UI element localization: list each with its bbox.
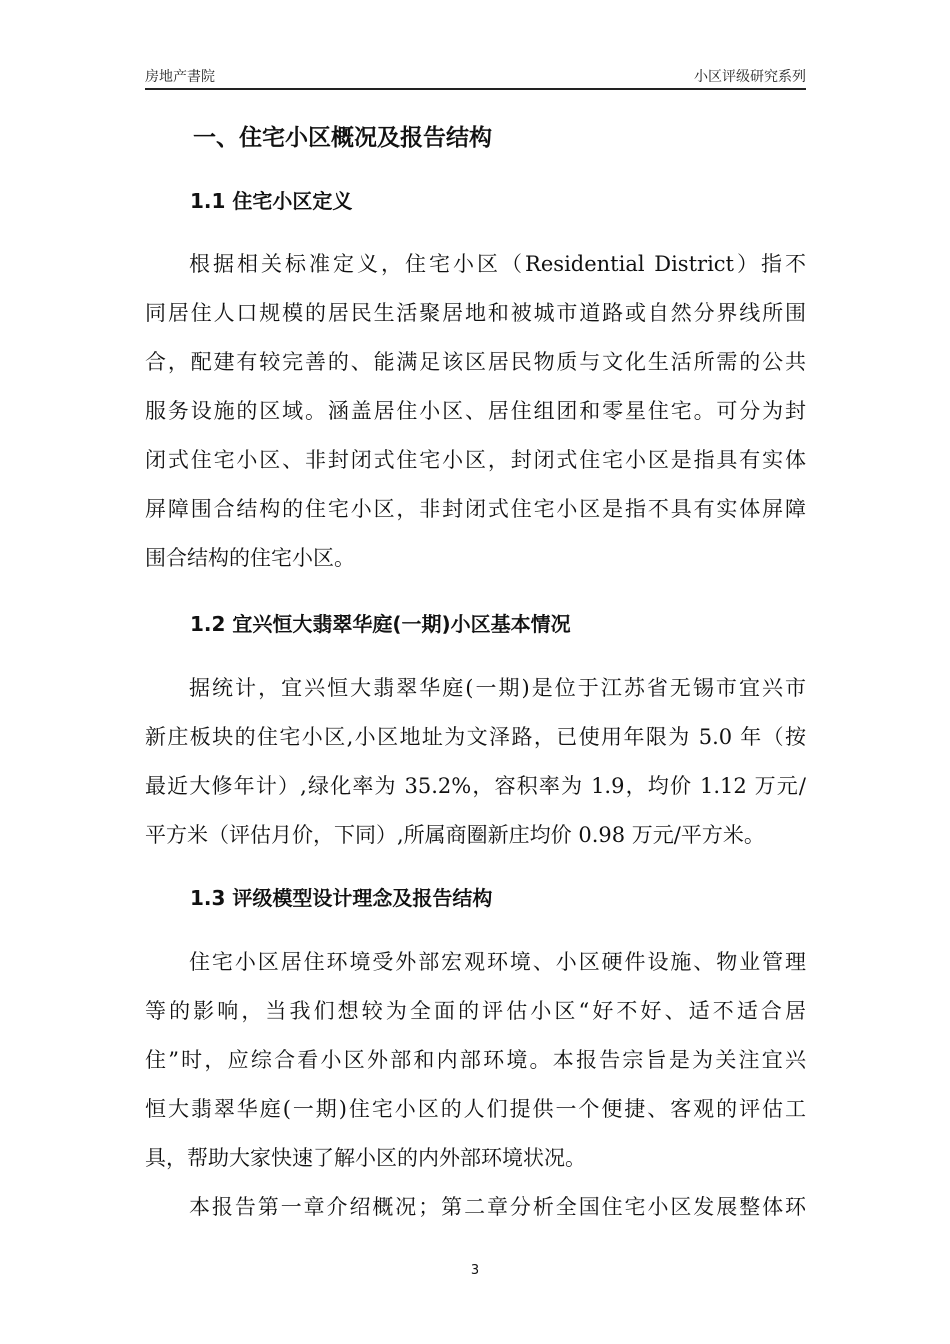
header-divider bbox=[145, 88, 806, 90]
section-heading-1-2: 1.2 宜兴恒大翡翠华庭(一期)小区基本情况 bbox=[190, 612, 571, 636]
paragraph-line: 据统计，宜兴恒大翡翠华庭(一期)是位于江苏省无锡市宜兴市 bbox=[189, 676, 806, 700]
paragraph-line: 等的影响，当我们想较为全面的评估小区“好不好、适不适合居 bbox=[145, 999, 806, 1023]
paragraph-line: 平方米（评估月价，下同）,所属商圈新庄均价 0.98 万元/平方米。 bbox=[145, 823, 765, 847]
paragraph-line: 具，帮助大家快速了解小区的内外部环境状况。 bbox=[145, 1146, 586, 1170]
header-right: 小区评级研究系列 bbox=[694, 69, 806, 85]
chapter-title: 一、住宅小区概况及报告结构 bbox=[193, 125, 492, 151]
paragraph-line: 同居住人口规模的居民生活聚居地和被城市道路或自然分界线所围 bbox=[145, 301, 806, 325]
paragraph-line: 新庄板块的住宅小区,小区地址为文泽路，已使用年限为 5.0 年（按 bbox=[145, 725, 806, 749]
paragraph-line: 屏障围合结构的住宅小区，非封闭式住宅小区是指不具有实体屏障 bbox=[145, 497, 806, 521]
paragraph-line: 合，配建有较完善的、能满足该区居民物质与文化生活所需的公共 bbox=[145, 350, 806, 374]
section-heading-1-3: 1.3 评级模型设计理念及报告结构 bbox=[190, 886, 493, 910]
paragraph-line: 住宅小区居住环境受外部宏观环境、小区硬件设施、物业管理 bbox=[189, 950, 806, 974]
paragraph-line: 服务设施的区域。涵盖居住小区、居住组团和零星住宅。可分为封 bbox=[145, 399, 806, 423]
paragraph-line: 闭式住宅小区、非封闭式住宅小区，封闭式住宅小区是指具有实体 bbox=[145, 448, 806, 472]
paragraph-line: 恒大翡翠华庭(一期)住宅小区的人们提供一个便捷、客观的评估工 bbox=[145, 1097, 806, 1121]
section-heading-1-1: 1.1 住宅小区定义 bbox=[190, 189, 353, 213]
page-number: 3 bbox=[470, 1263, 480, 1278]
paragraph-line: 住”时，应综合看小区外部和内部环境。本报告宗旨是为关注宜兴 bbox=[145, 1048, 806, 1072]
paragraph-line: 本报告第一章介绍概况；第二章分析全国住宅小区发展整体环 bbox=[189, 1195, 806, 1219]
paragraph-line: 根据相关标准定义，住宅小区（Residential District）指不 bbox=[189, 252, 806, 276]
paragraph-line: 围合结构的住宅小区。 bbox=[145, 546, 355, 570]
header-left: 房地产書院 bbox=[145, 69, 215, 85]
paragraph-line: 最近大修年计）,绿化率为 35.2%，容积率为 1.9，均价 1.12 万元/ bbox=[145, 774, 806, 798]
